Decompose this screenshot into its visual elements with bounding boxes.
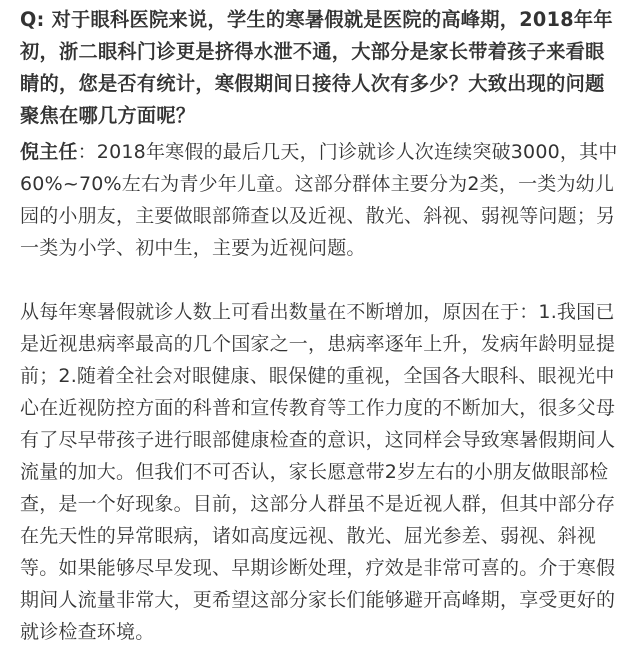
speaker-name: 倪主任 [20,141,78,163]
answer-text: ：2018年寒假的最后几天，门诊就诊人次连续突破3000，其中60%~70%左右为青少年儿童。这部分群体主要分为2类，一类为幼儿园的小朋友，主要做眼部筛查以及近视、散光、斜视、弱视等问题；另一类为小学、初中生，主要为近视问题。 [20,141,618,259]
body-paragraph: 从每年寒暑假就诊人数上可看出数量在不断增加，原因在于：1.我国已是近视患病率最高的几个国家之一，患病率逐年上升，发病年龄明显提前；2.随着全社会对眼健康、眼保健的重视，全国各大眼科、眼视光中心在近视防控方面的科普和宣传教育等工作力度的不断加大，很多父母有了尽早带孩子进行眼部健康检查的意识，这同样会导致寒暑假期间人流量的加大。但我们不可否认，家长愿意带2岁左右的小朋友做眼部检查，是一个好现象。目前，这部分人群虽不是近视人群，但其中部分存在先天性的异常眼病，诸如高度远视、散光、屈光参差、弱视、斜视等。如果能够尽早发现、早期诊断处理，疗效是非常可喜的。介于寒假期间人流量非常大，更希望这部分家长们能够避开高峰期，享受更好的就诊检查环境。 [20,301,616,643]
answer-paragraph [20,136,620,264]
interview-question: Q: 对于眼科医院来说，学生的寒暑假就是医院的高峰期，2018年年初，浙二眼科门诊更是挤得水泄不通，大部分是家长带着孩子来看眼睛的，您是否有统计，寒假期间日接待人次有多少？大致出现的问题聚焦在哪几方面呢？ [20,8,613,127]
